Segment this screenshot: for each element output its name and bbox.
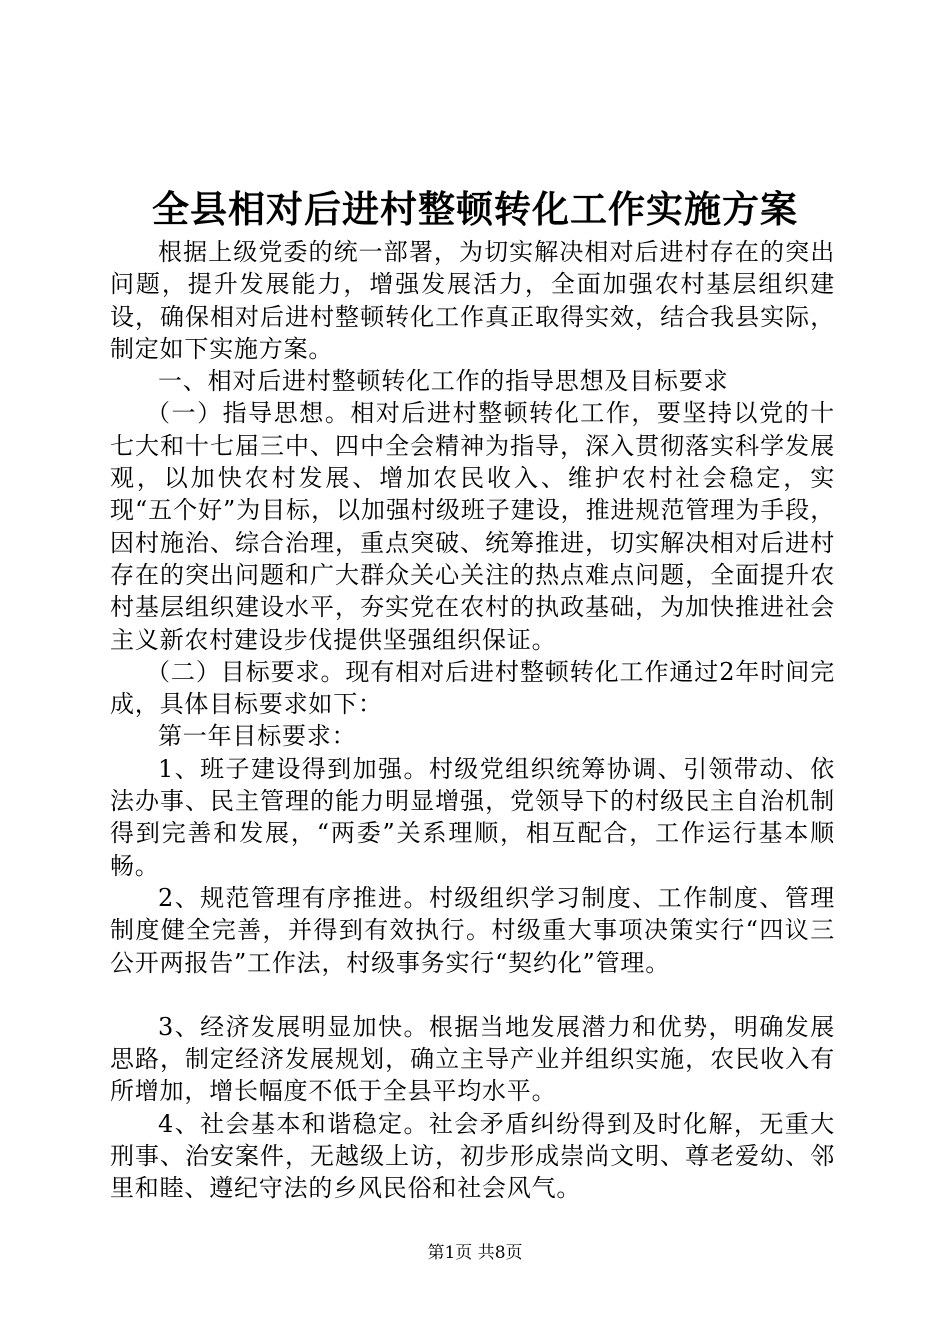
paragraph-first-year-heading: 第一年目标要求： [158,722,357,751]
paragraph-item-4: 4、社会基本和谐稳定。社会矛盾纠纷得到及时化解，无重大刑事、治安案件，无越级上访，初步形成崇尚文明、尊老爱幼、邻里和睦、遵纪守法的乡风民俗和社会风气。 [110,1109,835,1203]
paragraph-item-2: 2、规范管理有序推进。村级组织学习制度、工作制度、管理制度健全完善，并得到有效执行。村级重大事项决策实行“四议三公开两报告”工作法，村级事务实行“契约化”管理。 [110,883,835,977]
paragraph-item-3: 3、经济发展明显加快。根据当地发展潜力和优势，明确发展思路，制定经济发展规划，确立主导产业并组织实施，农民收入有所增加，增长幅度不低于全县平均水平。 [110,1012,835,1106]
page-number-footer: 第1页 共8页 [427,1243,523,1263]
document-body [110,236,835,1205]
paragraph-target-requirements: （二）目标要求。现有相对后进村整顿转化工作通过2年时间完成，具体目标要求如下： [110,657,835,719]
document-title: 全县相对后进村整顿转化工作实施方案 [152,187,798,231]
section-heading-1: 一、相对后进村整顿转化工作的指导思想及目标要求 [158,367,729,396]
paragraph-item-1: 1、班子建设得到加强。村级党组织统筹协调、引领带动、依法办事、民主管理的能力明显增强，党领导下的村级民主自治机制得到完善和发展，“两委”关系理顺，相互配合，工作运行基本顺畅。 [110,754,835,880]
paragraph-intro: 根据上级党委的统一部署，为切实解决相对后进村存在的突出问题，提升发展能力，增强发展活力，全面加强农村基层组织建设，确保相对后进村整顿转化工作真正取得实效，结合我县实际，制定如下实施方案。 [110,238,835,363]
paragraph-guiding-ideology: （一）指导思想。相对后进村整顿转化工作，要坚持以党的十七大和十七届三中、四中全会精神为指导，深入贯彻落实科学发展观，以加快农村发展、增加农民收入、维护农村社会稳定，实现“五个好”为目标，以加强村级班子建设，推进规范管理为手段，因村施治、综合治理，重点突破、统筹推进，切实解决相对后进村存在的突出问题和广大群众关心关注的热点难点问题，全面提升农村基层组织建设水平，夯实党在农村的执政基础，为加快推进社会主义新农村建设步伐提供坚强组织保证。 [110,399,835,654]
blank-line [110,979,835,1011]
